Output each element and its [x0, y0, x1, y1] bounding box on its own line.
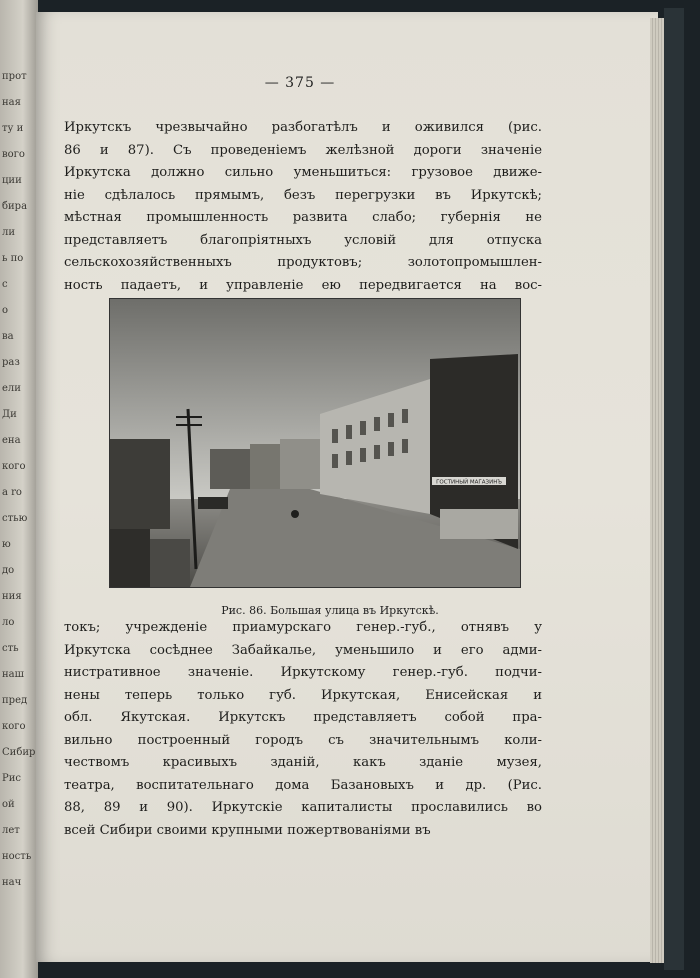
facing-page-fragment: ь по [2, 253, 24, 264]
facing-page-fragment: ции [2, 175, 22, 186]
paragraph-bottom [64, 617, 542, 842]
text-line: токъ; учрежденіе приамурскаго генер.-губ., отнявъ у [64, 620, 542, 635]
text-line: мѣстная промышленность развита слабо; губернія не [64, 210, 542, 225]
facing-page-fragment: Рис [2, 773, 21, 784]
facing-page-fragment: с [2, 279, 8, 290]
facing-page-fragment: бира [2, 201, 28, 212]
facing-page-fragment: пред [2, 695, 28, 706]
street-photograph [109, 298, 521, 588]
text-line: сельскохозяйственныхъ продуктовъ; золотопромышлен- [64, 255, 542, 270]
facing-page-fragment: ва [2, 331, 14, 342]
facing-page-fragment: стью [2, 513, 28, 524]
facing-page-fragment: ность [2, 851, 32, 862]
text-line: обл. Якутская. Иркутскъ представляетъ собой пра- [64, 710, 542, 725]
text-line: нистративное значеніе. Иркутскому генер.-губ. подчи- [64, 665, 542, 680]
facing-page-fragment: кого [2, 461, 26, 472]
book-cover-edge [664, 8, 684, 970]
text-line: Иркутска сосѣднее Забайкалье, уменьшило и его адми- [64, 642, 542, 658]
facing-page-fragment: вого [2, 149, 25, 160]
facing-page-fragment: ена [2, 435, 21, 446]
text-line: ность падаетъ, и управленіе ею передвигается на вос- [64, 277, 542, 293]
page-stack-edge [650, 18, 664, 963]
page-number: — 375 — [264, 75, 336, 91]
text-line: Иркутскъ чрезвычайно разбогатѣлъ и оживился (рис. [64, 120, 542, 135]
paragraph-top [64, 117, 542, 297]
text-line: 86 и 87). Съ проведеніемъ желѣзной дороги значеніе [64, 142, 542, 158]
facing-page-fragment: сть [2, 643, 19, 654]
facing-page-fragment: ло [2, 617, 15, 628]
facing-page-fragment: о [2, 305, 9, 316]
text-line: представляетъ благопріятныхъ условій для отпуска [64, 232, 542, 248]
text-line: театра, воспитательнаго дома Базановыхъ и др. (Рис. [64, 777, 542, 793]
facing-page-fragment: раз [2, 357, 20, 368]
facing-page-fragment: до [2, 565, 15, 576]
shop-sign: ГОСТИНЫЙ МАГАЗИНЪ [436, 479, 502, 486]
facing-page-fragment: Сибир [2, 747, 36, 758]
text-line: нены теперь только губ. Иркутская, Енисейская и [64, 687, 542, 703]
text-line: чествомъ красивыхъ зданій, какъ зданіе музея, [64, 755, 542, 770]
facing-page-fragment: a ro [2, 487, 22, 498]
facing-page-fragment: ту и [2, 123, 24, 134]
text-line: всей Сибири своими крупными пожертвованіями въ [64, 822, 431, 838]
facing-page-fragment: ния [2, 591, 22, 602]
figure-caption: Рис. 86. Большая улица въ Иркутскѣ. [221, 604, 439, 617]
facing-page-fragment: нач [2, 877, 22, 888]
facing-page-fragment: ю [2, 539, 11, 550]
facing-page-fragment: ой [2, 799, 15, 810]
facing-page-fragment: ели [2, 383, 21, 394]
text-line: ніе сдѣлалось прямымъ, безъ перегрузки въ Иркутскѣ; [64, 187, 542, 203]
facing-page-fragment: Ди [2, 409, 17, 420]
facing-page-fragment: прот [2, 71, 27, 82]
facing-page-fragment: ли [2, 227, 16, 238]
facing-page-fragment: наш [2, 669, 24, 680]
text-line: вильно построенный городъ съ значительнымъ коли- [64, 732, 542, 748]
facing-page-edge [0, 0, 38, 978]
facing-page-fragment: лет [2, 825, 20, 836]
facing-page-fragment: ная [2, 97, 21, 108]
text-line: 88, 89 и 90). Иркутскіе капиталисты прославились во [64, 800, 542, 815]
facing-page-fragment: кого [2, 721, 26, 732]
text-line: Иркутска должно сильно уменьшиться: грузовое движе- [64, 165, 542, 180]
